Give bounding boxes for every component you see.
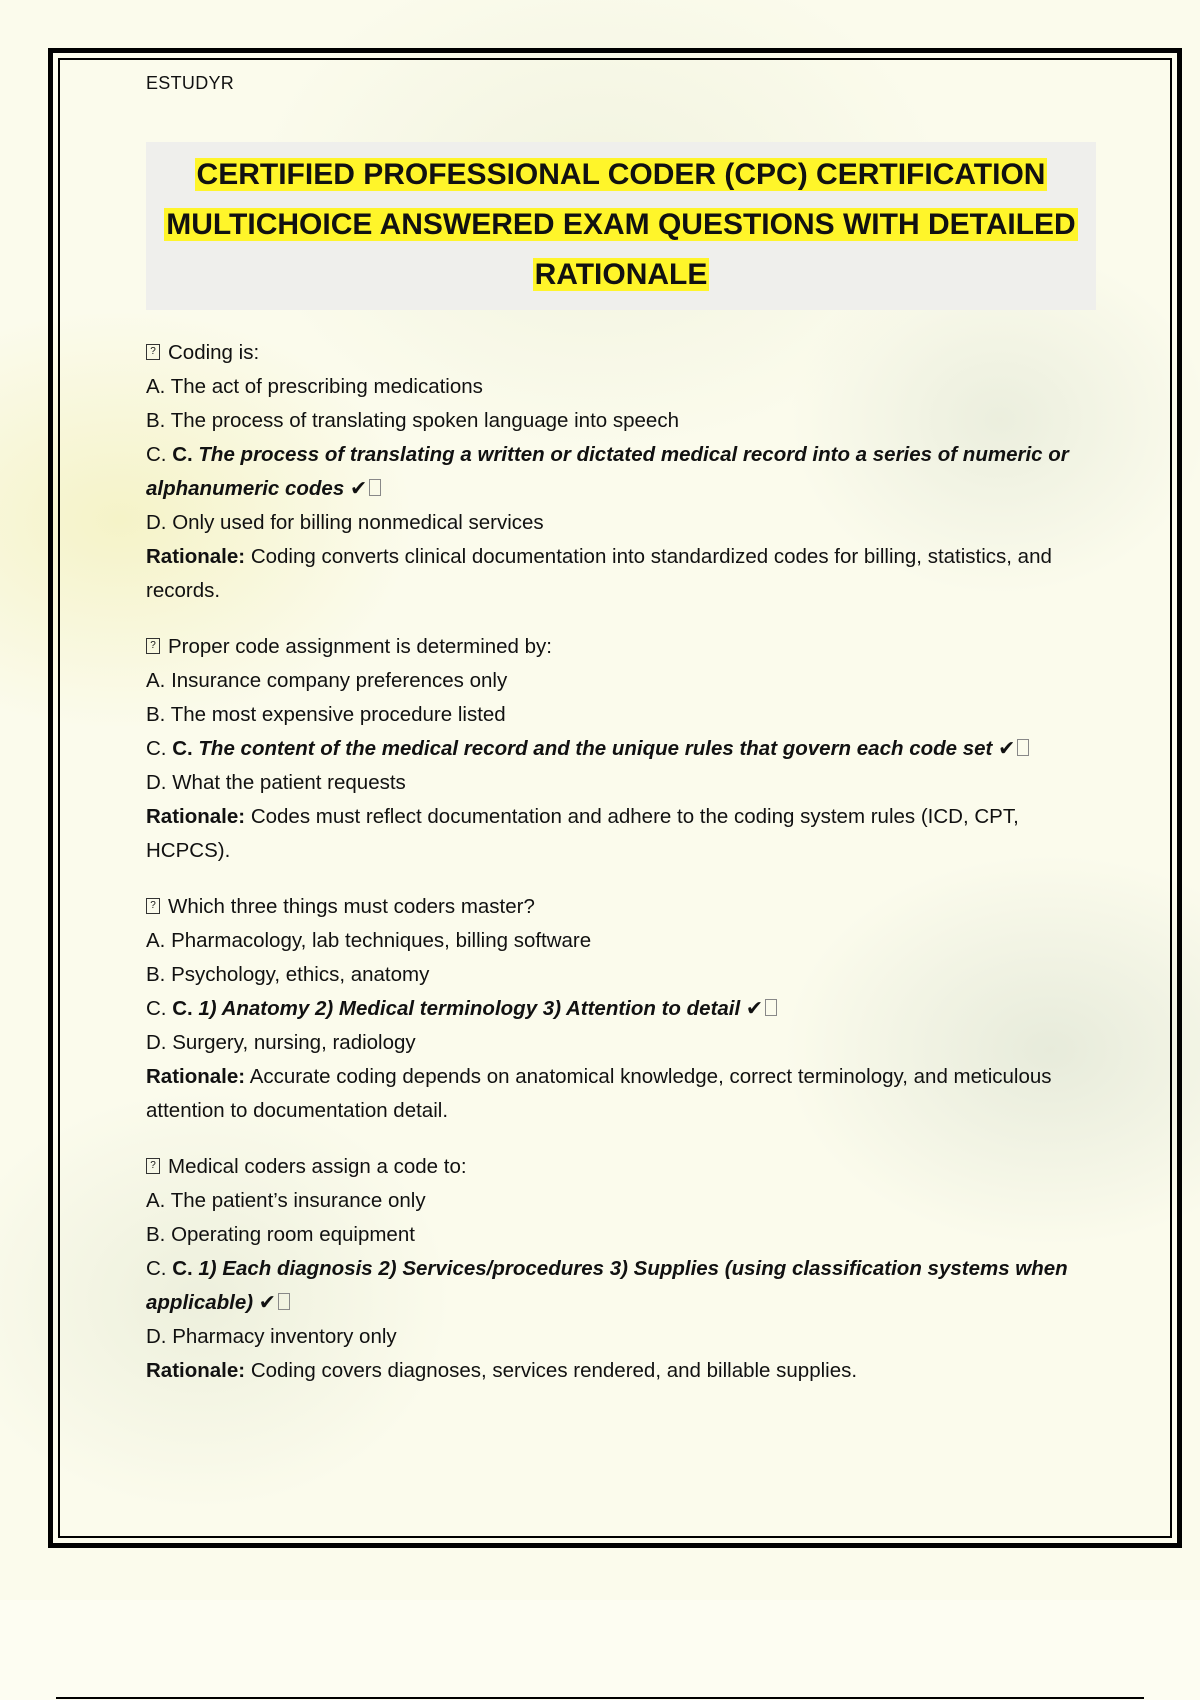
- rationale-line: [146, 1354, 1096, 1388]
- option-d: D. Surgery, nursing, radiology: [146, 1031, 416, 1054]
- missing-glyph-box: [765, 999, 777, 1016]
- option-a: A. Insurance company preferences only: [146, 669, 508, 692]
- question-mark-icon: ?: [146, 344, 160, 360]
- missing-glyph-box: [369, 479, 381, 496]
- rationale-label: Rationale:: [146, 545, 246, 568]
- option-c-text: 1) Anatomy 2) Medical terminology 3) Attention to detail: [198, 997, 741, 1020]
- rationale-line: [146, 540, 1096, 608]
- rationale-text: Accurate coding depends on anatomical knowledge, correct terminology, and meticulous attention to documentation detail.: [146, 1065, 1052, 1122]
- option-b: B. The process of translating spoken language into speech: [146, 409, 679, 432]
- option-c-letter: C.: [146, 737, 167, 760]
- question-prompt: Coding is:: [168, 341, 260, 364]
- question-prompt-line: [146, 336, 1096, 370]
- document-content: [146, 72, 1096, 1410]
- option-d: D. Only used for billing nonmedical services: [146, 511, 544, 534]
- option-c-letter: C.: [146, 997, 167, 1020]
- option-b: B. Psychology, ethics, anatomy: [146, 963, 430, 986]
- rationale-label: Rationale:: [146, 1359, 246, 1382]
- option-c-text: The content of the medical record and the unique rules that govern each code set: [198, 737, 993, 760]
- check-mark-icon: ✔: [349, 477, 368, 500]
- option-b: B. The most expensive procedure listed: [146, 703, 506, 726]
- option-a: A. Pharmacology, lab techniques, billing software: [146, 929, 592, 952]
- rationale-text: Codes must reflect documentation and adhere to the coding system rules (ICD, CPT, HCPCS).: [146, 805, 1019, 862]
- question-prompt: Medical coders assign a code to:: [168, 1155, 467, 1178]
- option-c-prefix: C.: [172, 997, 193, 1020]
- question-prompt-line: [146, 890, 1096, 924]
- footer-rule: [56, 1697, 1144, 1699]
- option-c-text: The process of translating a written or dictated medical record into a series of numeric or alphanumeric codes: [146, 443, 1069, 500]
- brand-header: ESTUDYR: [146, 73, 235, 93]
- option-c-correct: [146, 732, 1096, 766]
- option-c-correct: [146, 992, 1096, 1026]
- question-prompt-line: [146, 1150, 1096, 1184]
- rationale-line: [146, 800, 1096, 868]
- option-c-letter: C.: [146, 443, 167, 466]
- option-b: B. Operating room equipment: [146, 1223, 415, 1246]
- option-c-correct: [146, 1252, 1096, 1320]
- document-title: CERTIFIED PROFESSIONAL CODER (CPC) CERTIFICATION MULTICHOICE ANSWERED EXAM QUESTIONS WITH DETAILED RATIONALE: [166, 158, 1076, 291]
- question-list: [146, 336, 1096, 1388]
- rationale-text: Coding covers diagnoses, services rendered, and billable supplies.: [250, 1359, 858, 1382]
- question-item: [146, 890, 1096, 1128]
- rationale-line: [146, 1060, 1096, 1128]
- option-c-text: 1) Each diagnosis 2) Services/procedures 3) Supplies (using classification systems when applicable): [146, 1257, 1068, 1314]
- question-prompt-line: [146, 630, 1096, 664]
- option-c-correct: [146, 438, 1096, 506]
- option-c-letter: C.: [146, 1257, 167, 1280]
- option-c-prefix: C.: [172, 737, 193, 760]
- question-prompt: Which three things must coders master?: [168, 895, 535, 918]
- rationale-label: Rationale:: [146, 1065, 246, 1088]
- option-c-prefix: C.: [172, 443, 193, 466]
- check-mark-icon: ✔: [745, 997, 764, 1020]
- check-mark-icon: ✔: [258, 1291, 276, 1314]
- option-a: A. The act of prescribing medications: [146, 375, 483, 398]
- question-mark-icon: ?: [146, 898, 160, 914]
- missing-glyph-box: [278, 1293, 290, 1310]
- title-block: [146, 142, 1096, 310]
- rationale-label: Rationale:: [146, 805, 246, 828]
- option-d: D. Pharmacy inventory only: [146, 1325, 397, 1348]
- question-mark-icon: ?: [146, 638, 160, 654]
- question-item: [146, 336, 1096, 608]
- question-prompt: Proper code assignment is determined by:: [168, 635, 553, 658]
- option-d: D. What the patient requests: [146, 771, 406, 794]
- option-c-prefix: C.: [172, 1257, 193, 1280]
- missing-glyph-box: [1017, 739, 1029, 756]
- question-item: [146, 630, 1096, 868]
- check-mark-icon: ✔: [998, 737, 1016, 760]
- question-mark-icon: ?: [146, 1158, 160, 1174]
- question-item: [146, 1150, 1096, 1388]
- rationale-text: Coding converts clinical documentation into standardized codes for billing, statistics, and records.: [146, 545, 1052, 602]
- option-a: A. The patient’s insurance only: [146, 1189, 426, 1212]
